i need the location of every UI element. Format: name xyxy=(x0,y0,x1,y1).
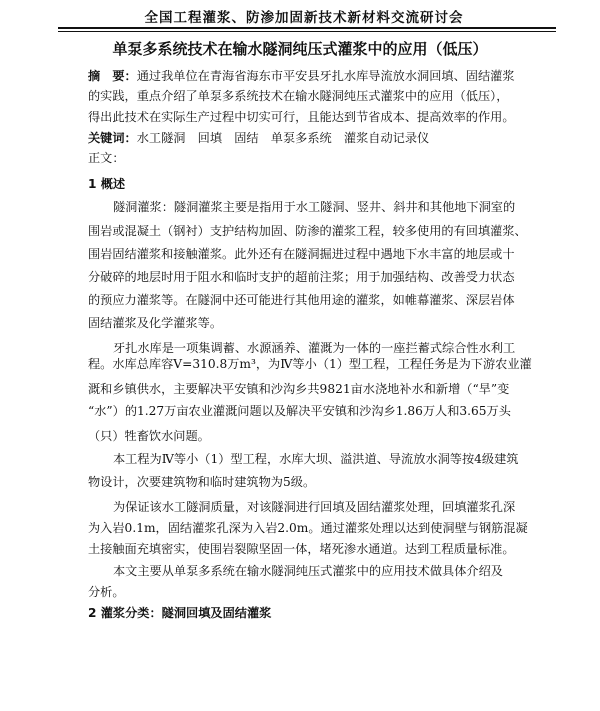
para4-line-3: 土接触面充填密实，使围岩裂隙坚固一体，堵死渗水通道。达到工程质量标准。 xyxy=(88,542,515,556)
abstract-line-3: 得出此技术在实际生产过程中切实可行，且能达到节省成本、提高效率的作用。 xyxy=(88,110,515,124)
abstract-text-1: 通过我单位在青海省海东市平安县牙扎水库导流放水洞回填、固结灌浆 xyxy=(136,69,515,83)
header-rule-thick xyxy=(58,27,556,29)
para1-line-6: 固结灌浆及化学灌浆等。 xyxy=(88,316,223,330)
para4-line-2: 为入岩0.1m，固结灌浆孔深为入岩2.0m。通过灌浆处理以达到使洞壁与钢筋混凝 xyxy=(88,521,528,535)
para3-line-1: 本工程为Ⅳ等小（1）型工程，水库大坝、溢洪道、导流放水洞等按4级建筑 xyxy=(113,452,519,466)
para3-line-2: 物设计，次要建筑物和临时建筑物为5级。 xyxy=(88,475,316,489)
para1-line-1: 隧洞灌浆：隧洞灌浆主要是指用于水工隧洞、竖井、斜井和其他地下洞室的 xyxy=(113,200,516,214)
conference-header: 全国工程灌浆、防渗加固新技术新材料交流研讨会 xyxy=(144,10,464,26)
section-2-heading: 2 灌浆分类：隧洞回填及固结灌浆 xyxy=(88,606,272,620)
para1-line-5: 的预应力灌浆等。在隧洞中还可能进行其他用途的灌浆，如帷幕灌浆、深层岩体 xyxy=(88,293,515,307)
para5-line-2: 分析。 xyxy=(88,585,125,599)
keywords-line xyxy=(88,131,429,145)
header-rule-thin xyxy=(58,31,556,32)
abstract-line-1 xyxy=(88,69,515,83)
para1-line-2: 围岩或混凝土（钢衬）支护结构加固、防渗的灌浆工程，较多使用的有回填灌浆、 xyxy=(88,224,527,238)
paper-title: 单泵多系统技术在输水隧洞纯压式灌浆中的应用（低压） xyxy=(112,40,488,58)
para2-line-4: “水”）的1.27万亩农业灌溉问题以及解决平安镇和沙沟乡1.86万人和3.65万头 xyxy=(88,404,511,418)
para4-line-1: 为保证该水工隧洞质量，对该隧洞进行回填及固结灌浆处理，回填灌浆孔深 xyxy=(113,500,516,514)
body-label: 正文： xyxy=(88,151,125,165)
abstract-label: 摘 要： xyxy=(88,69,137,83)
para1-line-4: 分破碎的地层时用于阻水和临时支护的超前注浆；用于加强结构、改善受力状态 xyxy=(88,270,515,284)
para2-line-3: 溉和乡镇供水，主要解决平安镇和沙沟乡共9821亩水浇地补水和新增（“旱”变 xyxy=(88,382,510,396)
para2-line-1: 牙扎水库是一项集调蓄、水源涵养、灌溉为一体的一座拦蓄式综合性水利工 xyxy=(113,341,516,355)
para5-line-1: 本文主要从单泵多系统在输水隧洞纯压式灌浆中的应用技术做具体介绍及 xyxy=(113,564,503,578)
keywords-label: 关键词： xyxy=(88,131,137,145)
para1-line-3: 围岩固结灌浆和接触灌浆。此外还有在隧洞掘进过程中遇地下水丰富的地层或十 xyxy=(88,247,515,261)
abstract-line-2: 的实践，重点介绍了单泵多系统技术在输水隧洞纯压式灌浆中的应用（低压）， xyxy=(88,89,509,103)
section-1-heading: 1 概述 xyxy=(88,177,126,191)
para2-line-5: （只）牲畜饮水问题。 xyxy=(88,429,210,443)
keywords-text: 水工隧洞 回填 固结 单泵多系统 灌浆自动记录仪 xyxy=(136,131,430,145)
para2-line-2: 程。水库总库容V=310.8万m³，为Ⅳ等小（1）型工程，工程任务是为下游农业灌 xyxy=(88,357,532,371)
